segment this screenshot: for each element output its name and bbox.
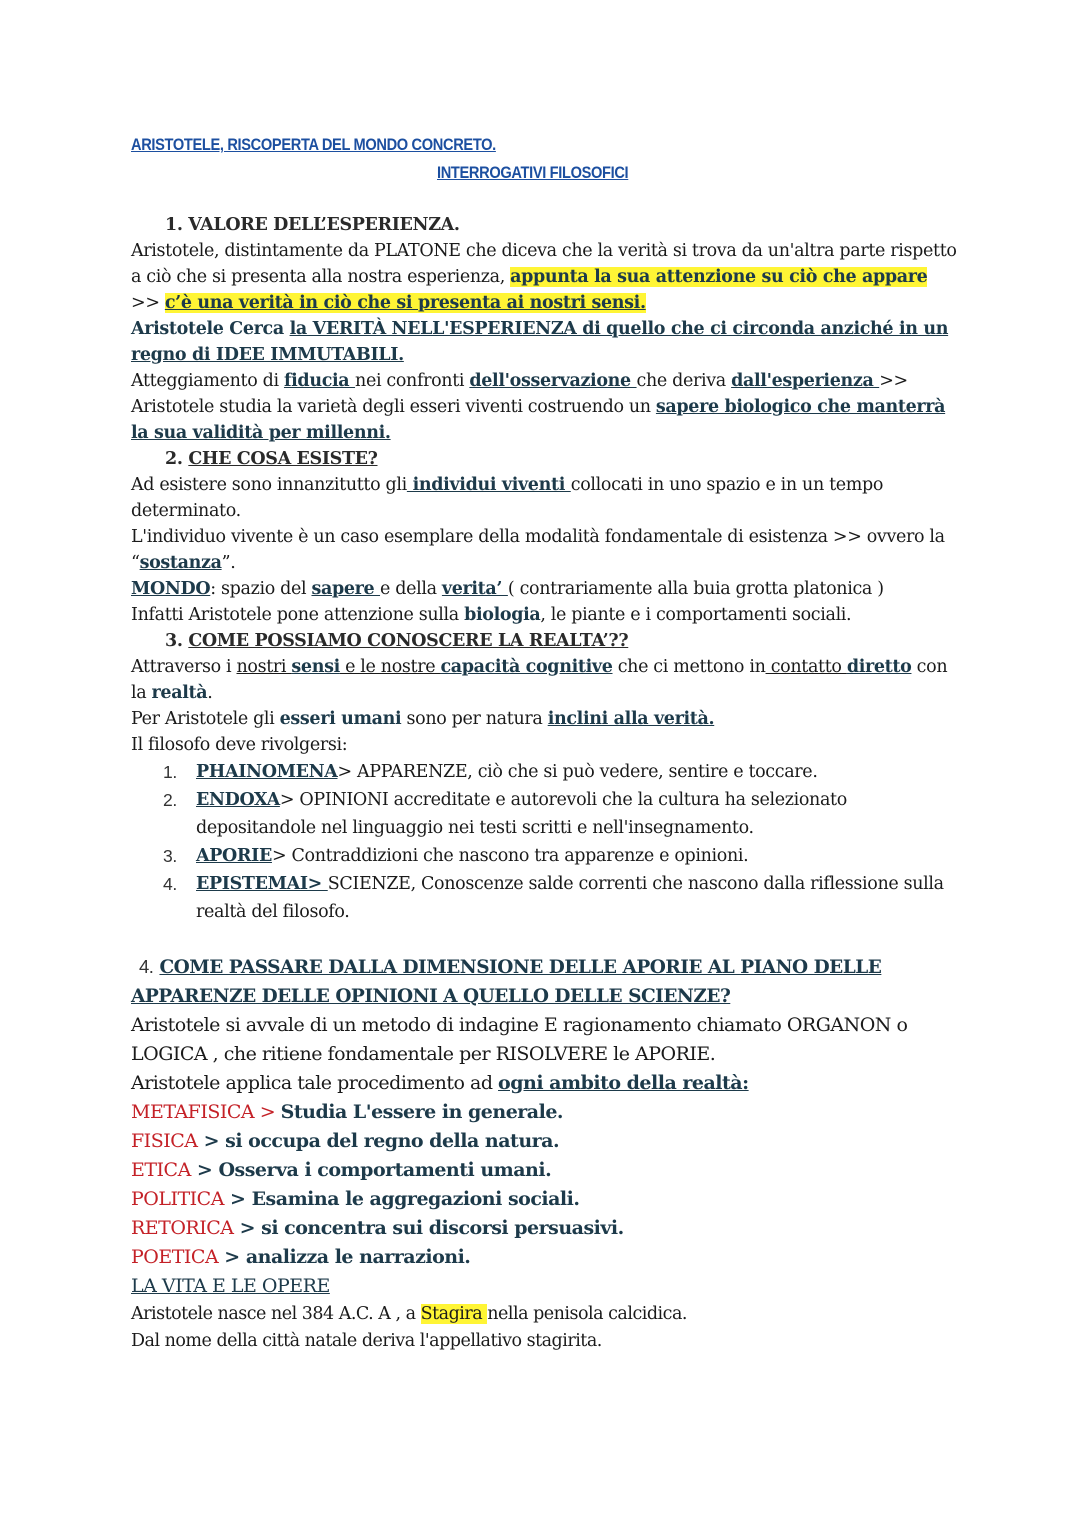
heading-aporie: 4. COME PASSARE DALLA DIMENSIONE DELLE APORIE AL PIANO DELLE APPARENZE DELLE OPINIONI A QUELLO DELLE SCIENZE? (131, 956, 882, 1007)
paragraph-individui: Ad esistere sono innanzitutto gli individui viventi collocati in uno spazio e in un tempo determinato. (131, 475, 884, 521)
paragraph-ambito: Aristotele applica tale procedimento ad ogni ambito della realtà: (131, 1072, 749, 1094)
paragraph-sensi: Attraverso i nostri sensi e le nostre capacità cognitive che ci mettono in contatto diretto con la realtà. (131, 657, 948, 703)
body-section-4 (131, 952, 971, 1355)
list-item: 1. PHAINOMENA> APPARENZE, ciò che si può vedere, sentire e toccare. (163, 762, 818, 782)
heading-valore-esperienza: 1. VALORE DELL’ESPERIENZA. (165, 215, 460, 235)
heading-che-cosa-esiste: 2. CHE COSA ESISTE? (165, 449, 378, 469)
document-title: ARISTOTELE, RISCOPERTA DEL MONDO CONCRETO. (131, 135, 496, 154)
paragraph-mondo: MONDO: spazio del sapere e della verita’ ( contrariamente alla buia grotta platonica ) (131, 579, 884, 599)
list-item: 4. EPISTEMAI> SCIENZE, Conoscenze salde correnti che nascono dalla riflessione sulla realtà del filosofo. (163, 874, 944, 922)
numbered-list (131, 758, 961, 926)
paragraph-platone: Aristotele, distintamente da PLATONE che diceva che la verità si trova da un'altra parte rispetto a ciò che si presenta alla nostra esperienza, appunta la sua attenzione su ciò che appare >> c’è una verità in ciò che si presenta ai nostri sensi. (131, 241, 957, 313)
branch-metafisica: METAFISICA > Studia L'essere in generale. (131, 1101, 564, 1123)
highlight-stagira: Stagira (420, 1304, 488, 1324)
paragraph-organon: Aristotele si avvale di un metodo di indagine E ragionamento chiamato ORGANON o LOGICA , che ritiene fondamentale per RISOLVERE le APORIE. (131, 1014, 908, 1065)
body-section-1-3 (131, 212, 961, 926)
paragraph-stagira: Aristotele nasce nel 384 A.C. A , a Stagira nella penisola calcidica. (131, 1304, 687, 1324)
paragraph-esseri-umani: Per Aristotele gli esseri umani sono per natura inclini alla verità. (131, 709, 715, 729)
highlight-attenzione: appunta la sua attenzione su ciò che appare (510, 267, 928, 287)
paragraph-stagirita: Dal nome della città natale deriva l'appellativo stagirita. (131, 1331, 602, 1351)
paragraph-biologia: Infatti Aristotele pone attenzione sulla biologia, le piante e i comportamenti sociali. (131, 605, 852, 625)
heading-vita-opere: LA VITA E LE OPERE (131, 1275, 330, 1297)
document-subtitle: INTERROGATIVI FILOSOFICI (437, 163, 629, 182)
list-item: 2. ENDOXA> OPINIONI accreditate e autorevoli che la cultura ha selezionato depositandole nel linguaggio nei testi scritti e nell'insegnamento. (163, 790, 847, 838)
list-item: 3. APORIE> Contraddizioni che nascono tra apparenze e opinioni. (163, 846, 749, 866)
paragraph-filosofo: Il filosofo deve rivolgersi: (131, 735, 348, 755)
paragraph-fiducia: Atteggiamento di fiducia nei confronti dell'osservazione che deriva dall'esperienza >> Aristotele studia la varietà degli esseri viventi costruendo un sapere biologico che manterrà la sua validità per millenni. (131, 371, 946, 443)
branch-etica: ETICA > Osserva i comportamenti umani. (131, 1159, 552, 1181)
highlight-verita-sensi: c’è una verità in ciò che si presenta ai nostri sensi. (164, 293, 646, 313)
branch-politica: POLITICA > Esamina le aggregazioni sociali. (131, 1188, 580, 1210)
paragraph-sostanza: L'individuo vivente è un caso esemplare della modalità fondamentale di esistenza >> ovvero la “sostanza”. (131, 527, 945, 573)
branch-retorica: RETORICA > si concentra sui discorsi persuasivi. (131, 1217, 624, 1239)
paragraph-verita-esperienza: Aristotele Cerca la VERITÀ NELL'ESPERIENZA di quello che ci circonda anziché in un regno di IDEE IMMUTABILI. (131, 319, 949, 365)
heading-conoscere-realta: 3. COME POSSIAMO CONOSCERE LA REALTA’?? (165, 631, 629, 651)
branch-fisica: FISICA > si occupa del regno della natura. (131, 1130, 560, 1152)
branch-poetica: POETICA > analizza le narrazioni. (131, 1246, 471, 1268)
